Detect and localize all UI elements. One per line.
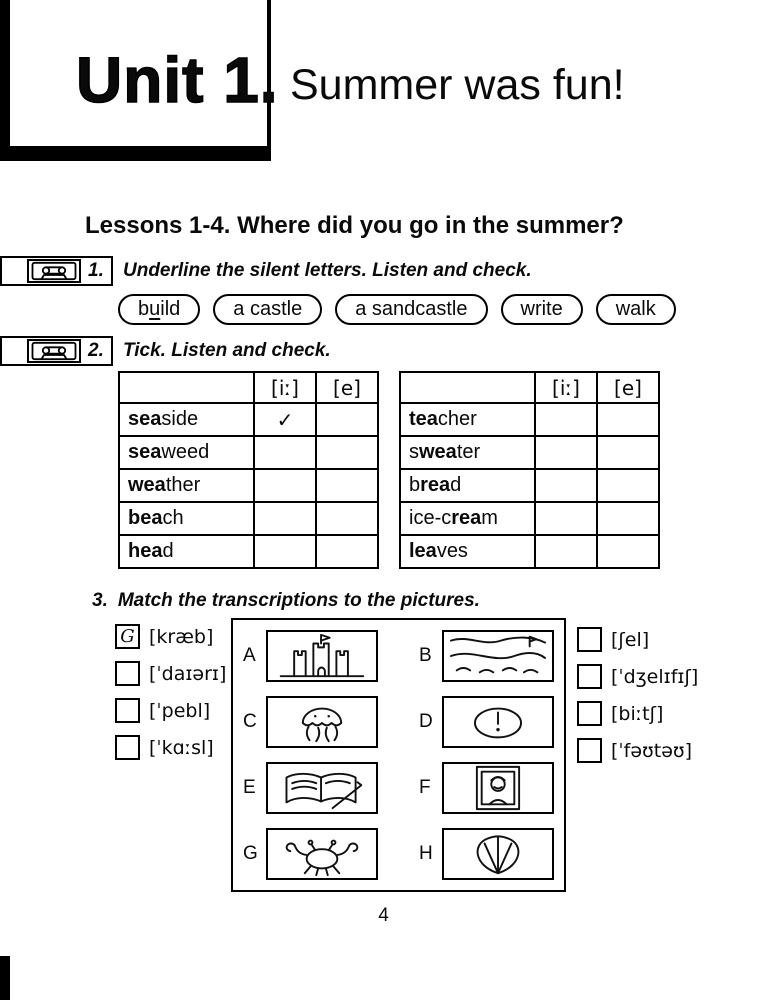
answer-box [115,661,140,686]
tick-cell [597,403,659,436]
ipa-label: [ʃel] [611,628,650,651]
word-cell: sweater [400,436,535,469]
shell-icon [444,830,552,878]
exercise-2-number: 2. [88,340,104,361]
left-edge-top-bar [0,0,10,158]
table-row [119,502,378,535]
table-row [400,469,659,502]
picture-letter: F [419,777,431,798]
table-row [119,436,378,469]
answer-box [115,735,140,760]
tick-cell [316,535,378,568]
table-header-i-long: [iː] [254,372,316,403]
table-row [400,403,659,436]
table-header-e: [e] [316,372,378,403]
tick-cell [316,502,378,535]
picture-row [243,762,554,814]
cassette-icon [31,341,77,361]
answer-box [577,664,602,689]
picture-cell-g [243,828,378,880]
jellyfish-icon [268,698,376,746]
picture-letter: D [419,711,433,732]
picture-cell-d [419,696,554,748]
silent-letter: u [149,298,161,320]
word-cell: seaweed [119,436,254,469]
transcription-item [115,729,226,766]
tick-cell [254,469,316,502]
ipa-label: [ˈkɑːsl] [149,736,214,759]
beach-icon [444,632,552,680]
transcription-item [577,658,698,695]
left-edge-bottom-bar [0,956,10,1000]
pronunciation-table-left [118,371,379,569]
word-cell: beach [119,502,254,535]
tick-cell [597,436,659,469]
picture-letter: C [243,711,257,732]
picture-cell-f [419,762,554,814]
tick-cell [254,436,316,469]
ipa-label: [biːtʃ] [611,702,664,725]
transcription-item [577,695,698,732]
transcription-item [577,621,698,658]
exercise-2-instruction: Tick. Listen and check. [123,340,331,361]
tick-cell: ✓ [254,403,316,436]
transcription-column-right [577,621,698,769]
pictures-panel [231,618,566,892]
word-cell: leaves [400,535,535,568]
ipa-label: [ˈdʒelɪfɪʃ] [611,665,699,688]
word-part: b [138,298,150,320]
word-pill-row [118,294,676,325]
word-pill-write [501,294,583,325]
tick-cell [316,403,378,436]
exercise-2-number-box [0,336,113,366]
picture-row [243,630,554,682]
unit-label: Unit 1. [76,44,279,116]
tick-cell [254,535,316,568]
tick-cell [597,502,659,535]
answer-box [577,738,602,763]
header-underline-bar [0,146,271,161]
table-corner-cell [400,372,535,403]
transcription-item [115,692,226,729]
transcription-item [115,655,226,692]
tick-cell [535,502,597,535]
picture-row [243,828,554,880]
tick-cell [535,469,597,502]
answer-box [115,698,140,723]
table-header-i-long: [iː] [535,372,597,403]
table-header-row [119,372,378,403]
picture-cell-h [419,828,554,880]
exercise-1-header [0,256,532,286]
word-cell: weather [119,469,254,502]
transcription-item [577,732,698,769]
tick-cell [535,403,597,436]
tick-cell [597,469,659,502]
exercise-1-number-box [0,256,113,286]
picture-cell-a [243,630,378,682]
table-row [119,535,378,568]
table-header-row [400,372,659,403]
exercise-1-number: 1. [88,260,104,281]
word-pill-a-castle [213,294,322,325]
picture-letter: B [419,645,432,666]
word-pill-walk [596,294,676,325]
sandcastle-icon [268,632,376,680]
answer-box [577,701,602,726]
word-cell: ice-cream [400,502,535,535]
word-part: ild [160,298,181,320]
word-cell: head [119,535,254,568]
ipa-label: [kræb] [149,625,214,648]
word-part: walk [615,298,656,320]
lessons-heading: Lessons 1-4. Where did you go in the summer? [85,212,624,239]
word-part: write [520,298,563,320]
tick-cell [597,535,659,568]
crab-icon [268,830,376,878]
picture-letter: G [243,843,258,864]
answer-box [577,627,602,652]
pronunciation-table-right [399,371,660,569]
cassette-icon [31,261,77,281]
word-part: a sandcastle [355,298,468,320]
picture-letter: E [243,777,256,798]
exercise-2-header [0,336,331,366]
cassette-box [27,339,81,363]
word-part: a castle [233,298,303,320]
pronunciation-tables [118,371,660,569]
picture-box [266,630,378,682]
ipa-label: [ˈdaɪərɪ] [149,662,227,685]
exercise-3-header [85,590,480,612]
tick-cell [535,436,597,469]
table-row [119,469,378,502]
diary-icon [268,764,376,812]
word-pill-build [118,294,200,325]
ipa-label: [ˈpebl] [149,699,211,722]
table-row [400,502,659,535]
table-corner-cell [119,372,254,403]
table-row [400,535,659,568]
table-header-e: [e] [597,372,659,403]
table-row [400,436,659,469]
page-title: Summer was fun! [290,61,625,109]
picture-cell-c [243,696,378,748]
transcription-item [115,618,226,655]
picture-box [442,630,554,682]
answer-letter: G [120,626,135,647]
tick-cell [316,469,378,502]
tick-cell [316,436,378,469]
transcription-column-left [115,618,226,766]
cassette-box [27,259,81,283]
tick-cell [254,502,316,535]
exercise-3-number: 3. [92,590,108,611]
exercise-1-instruction: Underline the silent letters. Listen and check. [123,260,532,281]
picture-box [266,828,378,880]
page-number: 4 [378,905,389,926]
exercise-3-instruction: Match the transcriptions to the pictures. [117,590,480,611]
picture-letter: A [243,645,256,666]
word-cell: seaside [119,403,254,436]
tick-cell [535,535,597,568]
picture-box [442,762,554,814]
picture-cell-e [243,762,378,814]
picture-letter: H [419,843,433,864]
picture-box [266,762,378,814]
picture-box [442,828,554,880]
word-cell: bread [400,469,535,502]
pebble-icon [444,698,552,746]
table-row [119,403,378,436]
word-cell: teacher [400,403,535,436]
picture-row [243,696,554,748]
ipa-label: [ˈfəʊtəʊ] [611,739,693,762]
picture-cell-b [419,630,554,682]
picture-box [266,696,378,748]
picture-box [442,696,554,748]
photo-icon [444,764,552,812]
answer-box [115,624,140,649]
word-pill-a-sandcastle [335,294,487,325]
